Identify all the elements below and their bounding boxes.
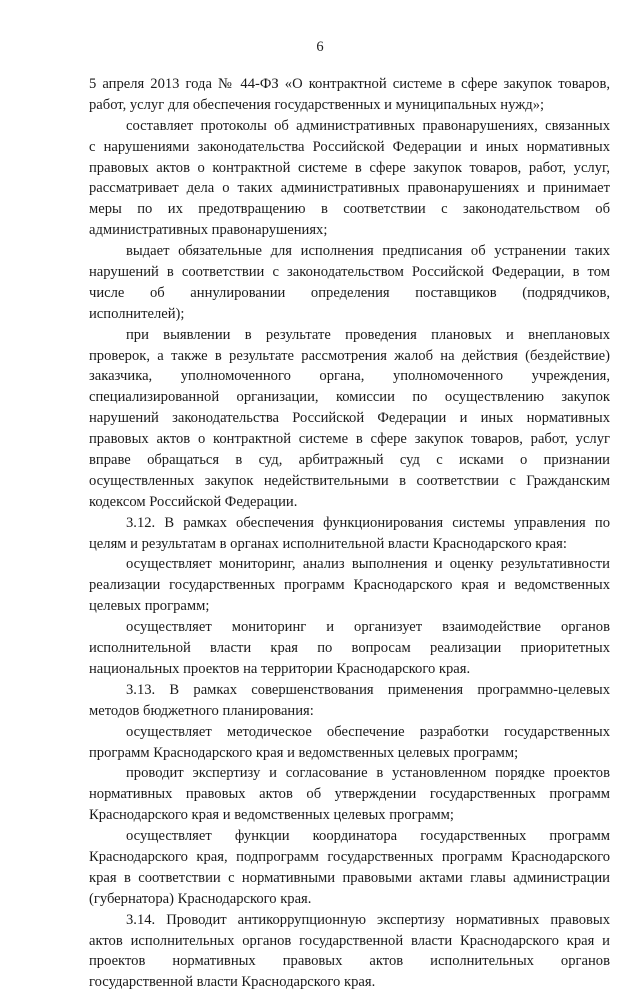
text-line: административных правонарушениях; bbox=[89, 222, 328, 239]
text-line: края в соответствии с нормативными правовыми актами главы администрации bbox=[89, 869, 610, 886]
text-line: осуществляет мониторинг, анализ выполнения и оценку результативности bbox=[126, 556, 610, 573]
text-line: вправе обращаться в суд, арбитражный суд с исками о признании bbox=[89, 452, 610, 469]
text-line: целевых программ; bbox=[89, 598, 210, 615]
text-line: составляет протоколы об административных правонарушениях, связанных bbox=[126, 117, 610, 134]
text-line: заказчика, уполномоченного органа, уполномоченного учреждения, bbox=[89, 368, 610, 385]
text-line: Краснодарского края, подпрограмм государственных программ Краснодарского bbox=[89, 848, 610, 865]
text-line: проводит экспертизу и согласование в установленном порядке проектов bbox=[126, 765, 610, 782]
text-line: при выявлении в результате проведения плановых и внеплановых bbox=[126, 326, 610, 343]
text-line: проверок, а также в результате рассмотрения жалоб на действия (бездействие) bbox=[89, 347, 610, 364]
text-line: осуществляет функции координатора государственных программ bbox=[126, 828, 610, 845]
text-line: 3.13. В рамках совершенствования применения программно-целевых bbox=[126, 681, 610, 698]
page-number: 6 bbox=[316, 39, 324, 55]
text-line: осуществляет методическое обеспечение разработки государственных bbox=[126, 723, 610, 740]
text-line: выдает обязательные для исполнения предписания об устранении таких bbox=[126, 243, 610, 260]
text-line: правовых актов о контрактной системе в сфере закупок товаров, работ, услуг bbox=[89, 431, 610, 448]
text-line: правовых актов о контрактной системе в сфере закупок товаров, работ, услуг, bbox=[89, 159, 610, 176]
text-line: программ Краснодарского края и ведомственных целевых программ; bbox=[89, 744, 519, 761]
text-line: 3.14. Проводит антикоррупционную экспертизу нормативных правовых bbox=[126, 911, 610, 928]
text-line: национальных проектов на территории Краснодарского края. bbox=[89, 660, 471, 677]
text-line: исполнительной власти края по вопросам реализации приоритетных bbox=[89, 640, 610, 657]
text-line: нарушений в соответствии с законодательством Российской Федерации, в том bbox=[89, 264, 610, 281]
text-line: методов бюджетного планирования: bbox=[89, 702, 314, 719]
text-line: 5 апреля 2013 года № 44-ФЗ «О контрактной системе в сфере закупок товаров, bbox=[89, 76, 610, 92]
text-line: с нарушениями законодательства Российской Федерации и иных нормативных bbox=[89, 138, 610, 155]
text-line: (губернатора) Краснодарского края. bbox=[89, 890, 312, 907]
text-line: государственной власти Краснодарского края. bbox=[89, 974, 376, 991]
text-line: актов исполнительных органов государственной власти Краснодарского края и bbox=[89, 932, 610, 949]
text-line: нарушений законодательства Российской Федерации и иных нормативных bbox=[89, 410, 610, 427]
text-line: работ, услуг для обеспечения государственных и муниципальных нужд»; bbox=[89, 96, 545, 113]
text-line: Краснодарского края и ведомственных целевых программ; bbox=[89, 807, 454, 824]
document-body bbox=[89, 74, 610, 993]
text-line: рассматривает дела о таких административных правонарушениях и принимает bbox=[89, 180, 610, 197]
text-line: целям и результатам в органах исполнительной власти Краснодарского края: bbox=[89, 535, 567, 552]
text-line: проектов нормативных правовых актов исполнительных органов bbox=[89, 953, 610, 970]
text-line: кодексом Российской Федерации. bbox=[89, 493, 298, 510]
text-line: осуществленных закупок недействительными в соответствии с Гражданским bbox=[89, 472, 610, 489]
text-line: реализации государственных программ Краснодарского края и ведомственных bbox=[89, 577, 610, 594]
text-line: осуществляет мониторинг и организует взаимодействие органов bbox=[126, 619, 610, 636]
text-line: меры по их предотвращению в соответствии с законодательством об bbox=[89, 201, 610, 218]
text-line: исполнителей); bbox=[89, 305, 185, 322]
text-line: 3.12. В рамках обеспечения функционирования системы управления по bbox=[126, 514, 610, 531]
text-line: специализированной организации, комиссии по осуществлению закупок bbox=[89, 389, 610, 406]
text-line: нормативных правовых актов об утверждении государственных программ bbox=[89, 786, 610, 803]
text-line: числе об аннулировании определения поставщиков (подрядчиков, bbox=[89, 284, 610, 301]
